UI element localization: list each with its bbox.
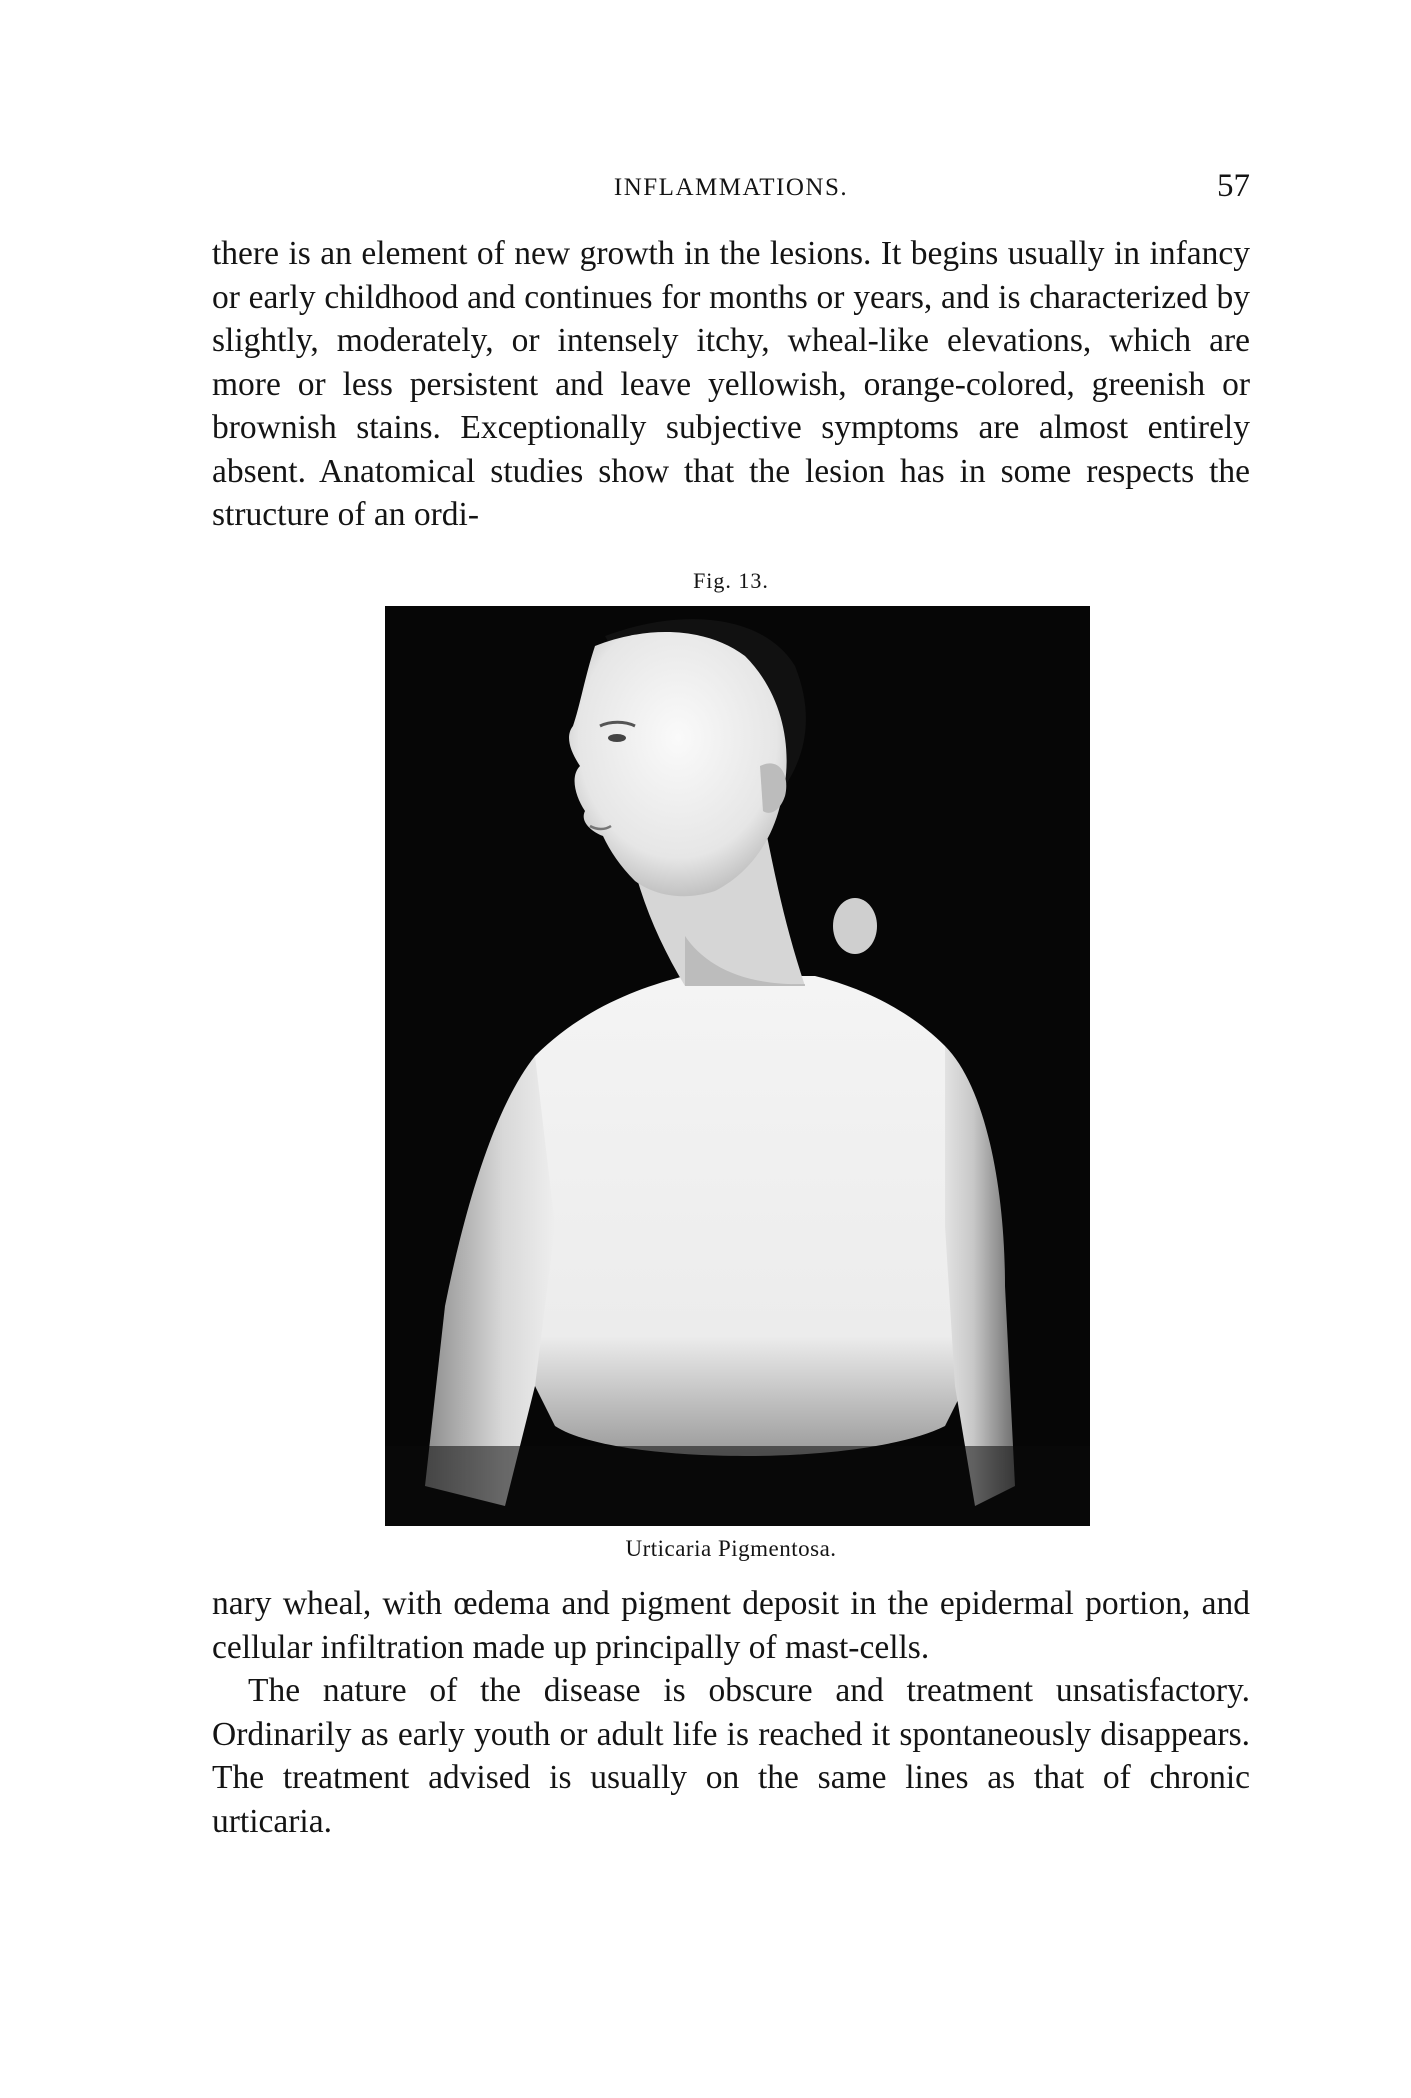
body-text-top [212,232,1250,537]
figure-photograph [385,606,1090,1526]
running-title: INFLAMMATIONS. [613,174,849,201]
paragraph-continued: nary wheal, with œdema and pigment deposit in the epidermal portion, and cellular infiltration made up principally of mast-cells. [212,1585,1250,1666]
portrait-photo [385,606,1090,1526]
running-header [212,168,1250,208]
body-text-bottom [212,1582,1250,1843]
paragraph-next: The nature of the disease is obscure and treatment unsatisfactory. Ordinarily as early youth or adult life is reached it spontaneously disappears. The treatment advised is usually on the same lines as that of chronic urticaria. [212,1672,1250,1840]
figure-label: Fig. 13. [693,568,769,593]
paragraph: there is an element of new growth in the lesions. It begins usually in infancy or early childhood and continues for months or years, and is characterized by slightly, moderately, or intensely itchy, wheal-like elevations, which are more or less persistent and leave yellowish, orange-colored, greenish or brownish stains. Exceptionally subjective symptoms are almost entirely absent. Anatomical studies show that the lesion has in some respects the structure of an ordi- [212,235,1250,533]
page-number: 57 [1217,168,1250,204]
figure-caption: Urticaria Pigmentosa. [625,1536,837,1561]
